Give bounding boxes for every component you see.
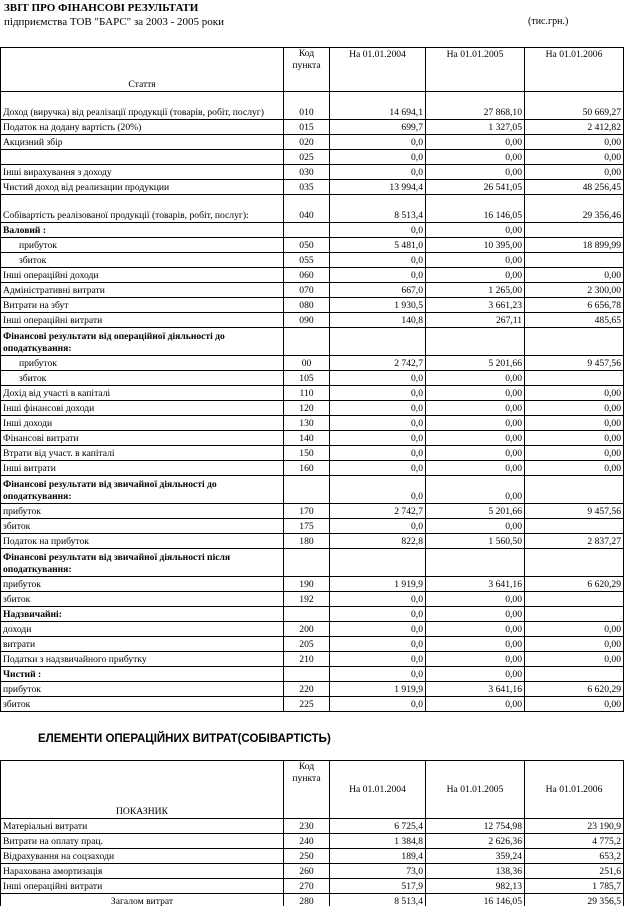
value-2005: 3 661,23	[426, 298, 525, 313]
row-code	[284, 328, 330, 356]
table-row	[1, 180, 624, 195]
value-2006: 0,00	[525, 461, 624, 476]
header-article: Стаття	[1, 48, 284, 92]
value-2004: 0,0	[330, 431, 426, 446]
row-code: 180	[284, 534, 330, 549]
row-code: 010	[284, 92, 330, 120]
value-2005: 3 641,16	[426, 577, 525, 592]
row-label: Адміністративні витрати	[1, 283, 284, 298]
table-row	[1, 150, 624, 165]
row-code: 150	[284, 446, 330, 461]
row-label: Податок на прибуток	[1, 534, 284, 549]
row-code	[284, 549, 330, 577]
value-2004: 140,8	[330, 313, 426, 328]
value-2006: 48 256,45	[525, 180, 624, 195]
table-row	[1, 476, 624, 504]
value-2005: 0,00	[426, 416, 525, 431]
row-label: Фінансові результати від звичайної діяльності після оподаткування:	[1, 549, 284, 577]
value-2006: 0,00	[525, 416, 624, 431]
row-code: 175	[284, 519, 330, 534]
value-2006: 0,00	[525, 135, 624, 150]
table-row	[1, 298, 624, 313]
value-2005	[426, 328, 525, 356]
value-2006: 0,00	[525, 268, 624, 283]
header-col-2006: На 01.01.2006	[525, 761, 624, 819]
row-label: Загалом витрат	[1, 894, 284, 906]
row-code: 240	[284, 834, 330, 849]
row-label: Доход (виручка) від реалізації продукції (товарів, робіт, послуг)	[1, 92, 284, 120]
value-2006: 29 356,5	[525, 894, 624, 906]
value-2005: 12 754,98	[426, 819, 525, 834]
value-2006	[525, 549, 624, 577]
value-2005: 26 541,05	[426, 180, 525, 195]
row-label: Інші операційні витрати	[1, 313, 284, 328]
row-label: збиток	[1, 371, 284, 386]
value-2006: 6 620,29	[525, 682, 624, 697]
row-code: 110	[284, 386, 330, 401]
value-2005: 0,00	[426, 268, 525, 283]
row-code: 030	[284, 165, 330, 180]
table-row	[1, 223, 624, 238]
value-2006: 0,00	[525, 697, 624, 712]
row-code: 025	[284, 150, 330, 165]
report-subtitle: підприємства ТОВ "БАРС" за 2003 - 2005 роки	[4, 16, 225, 28]
value-2004: 0,0	[330, 637, 426, 652]
row-label: прибуток	[1, 238, 284, 253]
value-2005: 0,00	[426, 476, 525, 504]
row-label: Чистий доход від реализации продукции	[1, 180, 284, 195]
row-code: 170	[284, 504, 330, 519]
operating-costs-table	[0, 760, 624, 906]
value-2005: 0,00	[426, 592, 525, 607]
row-label: збиток	[1, 592, 284, 607]
value-2006: 485,65	[525, 313, 624, 328]
row-code: 090	[284, 313, 330, 328]
value-2005: 138,36	[426, 864, 525, 879]
value-2005: 16 146,05	[426, 894, 525, 906]
table-row	[1, 238, 624, 253]
row-code: 00	[284, 356, 330, 371]
row-code: 210	[284, 652, 330, 667]
value-2005: 0,00	[426, 697, 525, 712]
table-row	[1, 386, 624, 401]
value-2004: 0,0	[330, 592, 426, 607]
header-col-2005: На 01.01.2005	[426, 761, 525, 819]
value-2005: 0,00	[426, 431, 525, 446]
value-2006: 23 190,9	[525, 819, 624, 834]
table-row	[1, 195, 624, 223]
value-2004: 0,0	[330, 519, 426, 534]
row-code: 192	[284, 592, 330, 607]
value-2006: 2 300,00	[525, 283, 624, 298]
value-2004: 0,0	[330, 268, 426, 283]
row-label: прибуток	[1, 682, 284, 697]
row-label: Акцизний збір	[1, 135, 284, 150]
value-2005: 0,00	[426, 223, 525, 238]
value-2005: 1 560,50	[426, 534, 525, 549]
row-code: 080	[284, 298, 330, 313]
value-2006: 0,00	[525, 401, 624, 416]
value-2006: 6 620,29	[525, 577, 624, 592]
value-2005: 0,00	[426, 386, 525, 401]
value-2004: 0,0	[330, 150, 426, 165]
table-row	[1, 401, 624, 416]
value-2006: 0,00	[525, 150, 624, 165]
table-row	[1, 834, 624, 849]
row-label: Інші операційні витрати	[1, 879, 284, 894]
row-label: прибуток	[1, 577, 284, 592]
table-row	[1, 864, 624, 879]
value-2004: 0,0	[330, 446, 426, 461]
table-row	[1, 607, 624, 622]
value-2005: 0,00	[426, 652, 525, 667]
value-2004: 667,0	[330, 283, 426, 298]
value-2005: 267,11	[426, 313, 525, 328]
value-2006: 0,00	[525, 446, 624, 461]
value-2005: 0,00	[426, 253, 525, 268]
value-2006	[525, 607, 624, 622]
value-2005: 0,00	[426, 667, 525, 682]
header-code: Код пункта	[284, 761, 330, 819]
value-2004: 0,0	[330, 253, 426, 268]
header-col-2004: На 01.01.2004	[330, 48, 426, 92]
table-row	[1, 356, 624, 371]
table-row	[1, 504, 624, 519]
value-2004: 1 384,8	[330, 834, 426, 849]
row-code	[284, 607, 330, 622]
value-2004: 0,0	[330, 416, 426, 431]
value-2006: 6 656,78	[525, 298, 624, 313]
table-row	[1, 849, 624, 864]
table-header-row	[1, 761, 624, 819]
table-header-row	[1, 48, 624, 92]
row-label: Інші доходи	[1, 416, 284, 431]
row-code: 280	[284, 894, 330, 906]
row-label: збиток	[1, 519, 284, 534]
row-label: Надзвичайні:	[1, 607, 284, 622]
row-label: Витрати на оплату прац.	[1, 834, 284, 849]
row-label: Фінансові витрати	[1, 431, 284, 446]
value-2004: 0,0	[330, 667, 426, 682]
row-code: 070	[284, 283, 330, 298]
row-label: прибуток	[1, 356, 284, 371]
value-2005: 0,00	[426, 401, 525, 416]
table-row	[1, 622, 624, 637]
value-2004: 2 742,7	[330, 356, 426, 371]
value-2004: 0,0	[330, 476, 426, 504]
value-2005: 0,00	[426, 150, 525, 165]
row-label: прибуток	[1, 504, 284, 519]
value-2004: 0,0	[330, 401, 426, 416]
table-row	[1, 416, 624, 431]
value-2004: 0,0	[330, 607, 426, 622]
row-code: 050	[284, 238, 330, 253]
value-2006	[525, 667, 624, 682]
value-2006: 2 412,82	[525, 120, 624, 135]
table-row	[1, 283, 624, 298]
header-col-2005: На 01.01.2005	[426, 48, 525, 92]
value-2006	[525, 223, 624, 238]
value-2004: 1 919,9	[330, 682, 426, 697]
row-label: Чистий :	[1, 667, 284, 682]
value-2004: 517,9	[330, 879, 426, 894]
value-2004: 699,7	[330, 120, 426, 135]
row-label: Відрахування на соцзаходи	[1, 849, 284, 864]
value-2005: 0,00	[426, 519, 525, 534]
row-label: Дохід від участі в капіталі	[1, 386, 284, 401]
row-label: доходи	[1, 622, 284, 637]
row-code: 035	[284, 180, 330, 195]
value-2006: 0,00	[525, 652, 624, 667]
value-2005: 27 868,10	[426, 92, 525, 120]
value-2004: 8 513,4	[330, 195, 426, 223]
row-code	[284, 223, 330, 238]
value-2006	[525, 253, 624, 268]
row-code: 225	[284, 697, 330, 712]
row-label: Нарахована амортизація	[1, 864, 284, 879]
value-2005: 0,00	[426, 135, 525, 150]
value-2005: 1 327,05	[426, 120, 525, 135]
value-2005: 3 641,16	[426, 682, 525, 697]
value-2005: 0,00	[426, 446, 525, 461]
row-code: 220	[284, 682, 330, 697]
row-label: Інші витрати	[1, 461, 284, 476]
value-2005: 0,00	[426, 637, 525, 652]
report-title: ЗВІТ ПРО ФІНАНСОВІ РЕЗУЛЬТАТИ	[4, 2, 199, 14]
row-code: 020	[284, 135, 330, 150]
table-row	[1, 637, 624, 652]
table-row	[1, 268, 624, 283]
table-row	[1, 682, 624, 697]
value-2005: 0,00	[426, 607, 525, 622]
table-row	[1, 371, 624, 386]
table-row	[1, 519, 624, 534]
row-code: 055	[284, 253, 330, 268]
value-2006: 653,2	[525, 849, 624, 864]
value-2004	[330, 549, 426, 577]
row-code	[284, 476, 330, 504]
value-2004: 6 725,4	[330, 819, 426, 834]
table-row	[1, 879, 624, 894]
value-2006: 0,00	[525, 165, 624, 180]
row-code	[284, 667, 330, 682]
value-2004: 0,0	[330, 165, 426, 180]
table-row	[1, 135, 624, 150]
table-row	[1, 431, 624, 446]
value-2005: 5 201,66	[426, 504, 525, 519]
row-label: Втрати від участ. в капіталі	[1, 446, 284, 461]
row-label: Фінансові результати від звичайної діяльності до оподаткування:	[1, 476, 284, 504]
financial-results-table	[0, 47, 624, 712]
row-code: 015	[284, 120, 330, 135]
value-2006: 0,00	[525, 637, 624, 652]
section-title-operating-costs: ЕЛЕМЕНТИ ОПЕРАЦІЙНИХ ВИТРАТ(СОБІВАРТІСТЬ)	[38, 733, 331, 745]
value-2004: 0,0	[330, 697, 426, 712]
table-row	[1, 120, 624, 135]
row-code: 230	[284, 819, 330, 834]
value-2005: 5 201,66	[426, 356, 525, 371]
row-code: 270	[284, 879, 330, 894]
table-row	[1, 313, 624, 328]
value-2006: 29 356,46	[525, 195, 624, 223]
header-code: Код пункта	[284, 48, 330, 92]
value-2006: 9 457,56	[525, 504, 624, 519]
value-2005: 1 265,00	[426, 283, 525, 298]
value-2004: 1 930,5	[330, 298, 426, 313]
value-2004: 189,4	[330, 849, 426, 864]
value-2006	[525, 328, 624, 356]
value-2006: 50 669,27	[525, 92, 624, 120]
value-2004: 14 694,1	[330, 92, 426, 120]
value-2006	[525, 371, 624, 386]
table-row	[1, 577, 624, 592]
table-row	[1, 667, 624, 682]
value-2006: 1 785,7	[525, 879, 624, 894]
table-row	[1, 328, 624, 356]
table-row	[1, 819, 624, 834]
value-2005: 0,00	[426, 165, 525, 180]
value-2005: 2 626,36	[426, 834, 525, 849]
value-2004: 5 481,0	[330, 238, 426, 253]
row-code: 130	[284, 416, 330, 431]
value-2006: 251,6	[525, 864, 624, 879]
value-2004: 0,0	[330, 386, 426, 401]
value-2004: 13 994,4	[330, 180, 426, 195]
row-code: 190	[284, 577, 330, 592]
value-2006: 0,00	[525, 386, 624, 401]
value-2005: 16 146,05	[426, 195, 525, 223]
value-2006	[525, 519, 624, 534]
row-code: 140	[284, 431, 330, 446]
value-2004: 0,0	[330, 461, 426, 476]
table-row	[1, 894, 624, 906]
value-2005	[426, 549, 525, 577]
row-code: 120	[284, 401, 330, 416]
row-label: Інші вирахування з доходу	[1, 165, 284, 180]
table-row	[1, 549, 624, 577]
value-2004: 0,0	[330, 371, 426, 386]
value-2006: 2 837,27	[525, 534, 624, 549]
table-row	[1, 652, 624, 667]
value-2004: 2 742,7	[330, 504, 426, 519]
row-label: Податок на додану вартість (20%)	[1, 120, 284, 135]
value-2006: 4 775,2	[525, 834, 624, 849]
value-2006: 9 457,56	[525, 356, 624, 371]
value-2006	[525, 592, 624, 607]
table-row	[1, 697, 624, 712]
row-label: Фінансові результати від операційної діяльності до оподаткування:	[1, 328, 284, 356]
value-2004: 0,0	[330, 622, 426, 637]
value-2004: 1 919,9	[330, 577, 426, 592]
value-2004	[330, 328, 426, 356]
row-label: Витрати на збут	[1, 298, 284, 313]
row-label: збиток	[1, 253, 284, 268]
value-2005: 0,00	[426, 461, 525, 476]
table-row	[1, 461, 624, 476]
value-2004: 8 513,4	[330, 894, 426, 906]
row-code: 205	[284, 637, 330, 652]
value-2006: 0,00	[525, 622, 624, 637]
row-code: 060	[284, 268, 330, 283]
value-2005: 0,00	[426, 371, 525, 386]
row-code: 260	[284, 864, 330, 879]
row-label	[1, 150, 284, 165]
table-row	[1, 534, 624, 549]
row-label: Інші фінансові доходи	[1, 401, 284, 416]
value-2006: 18 899,99	[525, 238, 624, 253]
unit-label: (тис.грн.)	[528, 16, 569, 27]
row-label: Матеріальні витрати	[1, 819, 284, 834]
row-label: Валовий :	[1, 223, 284, 238]
value-2004: 0,0	[330, 135, 426, 150]
value-2004: 822,8	[330, 534, 426, 549]
header-col-2004: На 01.01.2004	[330, 761, 426, 819]
value-2005: 0,00	[426, 622, 525, 637]
row-label: Податки з надзвичайного прибутку	[1, 652, 284, 667]
row-label: витрати	[1, 637, 284, 652]
value-2006: 0,00	[525, 431, 624, 446]
row-label: Собівартість реалізованої продукції (товарів, робіт, послуг):	[1, 195, 284, 223]
row-code: 200	[284, 622, 330, 637]
value-2005: 982,13	[426, 879, 525, 894]
row-code: 250	[284, 849, 330, 864]
table-row	[1, 592, 624, 607]
value-2005: 10 395,00	[426, 238, 525, 253]
value-2004: 0,0	[330, 652, 426, 667]
table-row	[1, 165, 624, 180]
row-code: 160	[284, 461, 330, 476]
table-row	[1, 92, 624, 120]
header-indicator: ПОКАЗНИК	[1, 761, 284, 819]
row-code: 040	[284, 195, 330, 223]
header-col-2006: На 01.01.2006	[525, 48, 624, 92]
value-2004: 73,0	[330, 864, 426, 879]
value-2006	[525, 476, 624, 504]
value-2005: 359,24	[426, 849, 525, 864]
row-code: 105	[284, 371, 330, 386]
row-label: Інші операційні доходи	[1, 268, 284, 283]
value-2004: 0,0	[330, 223, 426, 238]
table-row	[1, 446, 624, 461]
table-row	[1, 253, 624, 268]
row-label: збиток	[1, 697, 284, 712]
